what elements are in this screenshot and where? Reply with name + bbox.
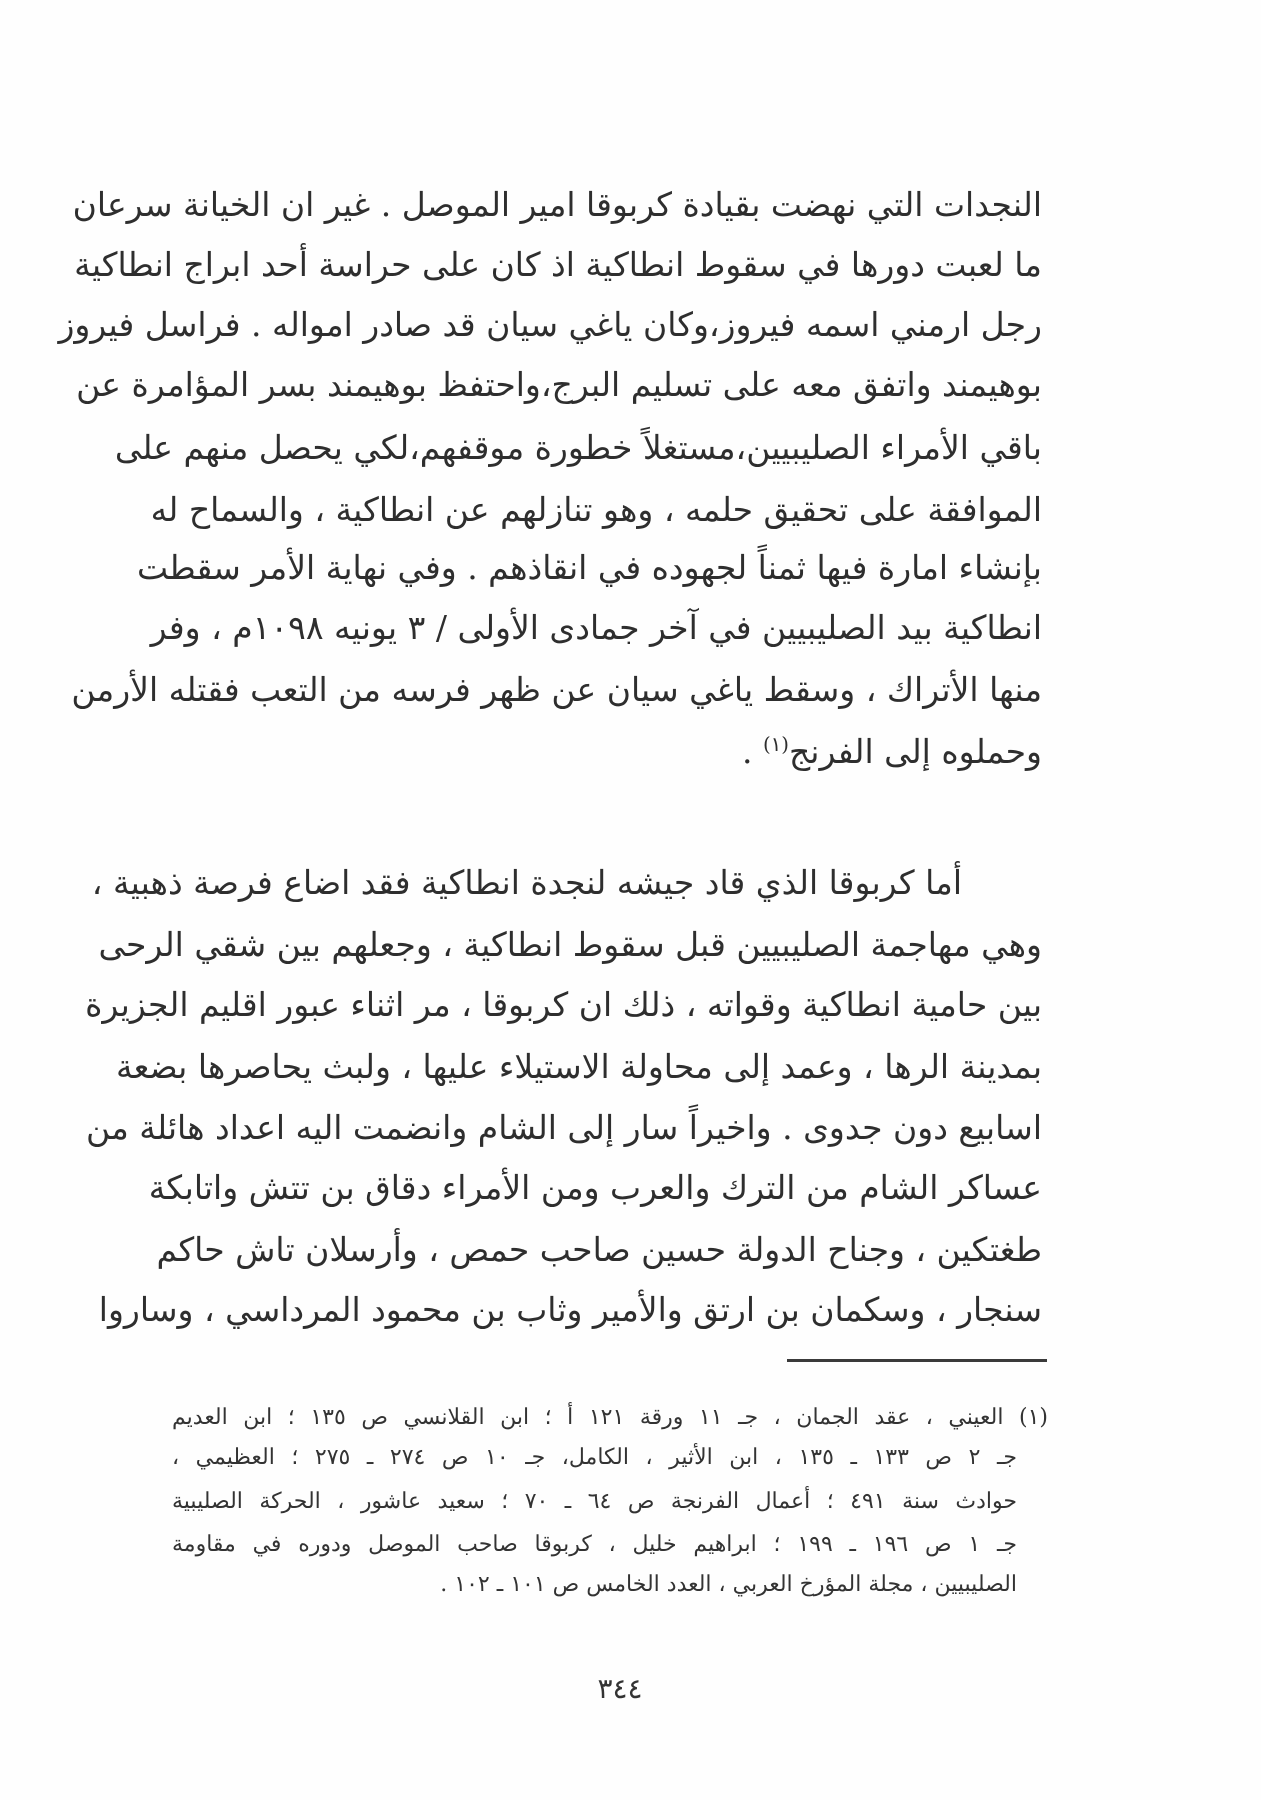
text-line: اسابيع دون جدوى . واخيراً سار إلى الشام وانضمت اليه اعداد هائلة من — [85, 1108, 1042, 1147]
text-line: طغتكين ، وجناح الدولة حسين صاحب حمص ، وأرسلان تاش حاكم — [156, 1230, 1042, 1269]
text-line: بين حامية انطاكية وقواته ، ذلك ان كربوقا ، مر اثناء عبور اقليم الجزيرة — [85, 985, 1042, 1024]
sentence-end: . — [741, 732, 763, 771]
text-line: بإنشاء امارة فيها ثمناً لجهوده في انقاذهم . وفي نهاية الأمر سقطت — [137, 548, 1042, 587]
text-line: سنجار ، وسكمان بن ارتق والأمير وثاب بن محمود المرداسي ، وساروا — [98, 1290, 1042, 1329]
footnote-reference[interactable]: (١) — [762, 733, 789, 757]
footnote-line: (١) العيني ، عقد الجمان ، جـ ١١ ورقة ١٢١ أ ؛ ابن القلانسي ص ١٣٥ ؛ ابن العديم — [172, 1405, 1048, 1430]
footnote-line-last: الصليبيين ، مجلة المؤرخ العربي ، العدد الخامس ص ١٠١ ـ ١٠٢ . — [440, 1572, 1017, 1597]
text-line-last — [172, 727, 1042, 777]
text-line: بوهيمند واتفق معه على تسليم البرج،واحتفظ بوهيمند بسر المؤامرة عن — [76, 365, 1042, 404]
text-line: ما لعبت دورها في سقوط انطاكية اذ كان على حراسة أحد ابراج انطاكية — [74, 245, 1042, 284]
text-line: الموافقة على تحقيق حلمه ، وهو تنازلهم عن انطاكية ، والسماح له — [150, 490, 1042, 529]
footnote-line: حوادث سنة ٤٩١ ؛ أعمال الفرنجة ص ٦٤ ـ ٧٠ ؛ سعيد عاشور ، الحركة الصليبية — [172, 1489, 1017, 1514]
text-line: النجدات التي نهضت بقيادة كربوقا امير الموصل . غير ان الخيانة سرعان — [72, 185, 1042, 224]
text-line: منها الأتراك ، وسقط ياغي سيان عن ظهر فرسه من التعب فقتله الأرمن — [71, 670, 1042, 709]
page-number: ٣٤٤ — [597, 1672, 643, 1705]
text-line-indented: أما كربوقا الذي قاد جيشه لنجدة انطاكية فقد اضاع فرصة ذهبية ، — [91, 863, 962, 902]
text-line: بمدينة الرها ، وعمد إلى محاولة الاستيلاء عليها ، ولبث يحاصرها بضعة — [115, 1047, 1042, 1086]
text-line: وهي مهاجمة الصليبيين قبل سقوط انطاكية ، وجعلهم بين شقي الرحى — [98, 925, 1042, 964]
footnote-separator — [787, 1359, 1047, 1362]
text-span: وحملوه إلى الفرنج — [789, 732, 1042, 771]
text-line: انطاكية بيد الصليبيين في آخر جمادى الأولى / ٣ يونيه ١٠٩٨م ، وفر — [150, 608, 1042, 647]
footnote-line: جـ ٢ ص ١٣٣ ـ ١٣٥ ، ابن الأثير ، الكامل، جـ ١٠ ص ٢٧٤ ـ ٢٧٥ ؛ العظيمي ، — [172, 1445, 1017, 1470]
text-line: رجل ارمني اسمه فيروز،وكان ياغي سيان قد صادر امواله . فراسل فيروز — [58, 305, 1042, 344]
text-line: باقي الأمراء الصليبيين،مستغلاً خطورة موقفهم،لكي يحصل منهم على — [114, 428, 1042, 467]
footnote-line: جـ ١ ص ١٩٦ ـ ١٩٩ ؛ ابراهيم خليل ، كربوقا صاحب الموصل ودوره في مقاومة — [172, 1532, 1017, 1557]
text-line: عساكر الشام من الترك والعرب ومن الأمراء دقاق بن تتش واتابكة — [148, 1168, 1042, 1207]
